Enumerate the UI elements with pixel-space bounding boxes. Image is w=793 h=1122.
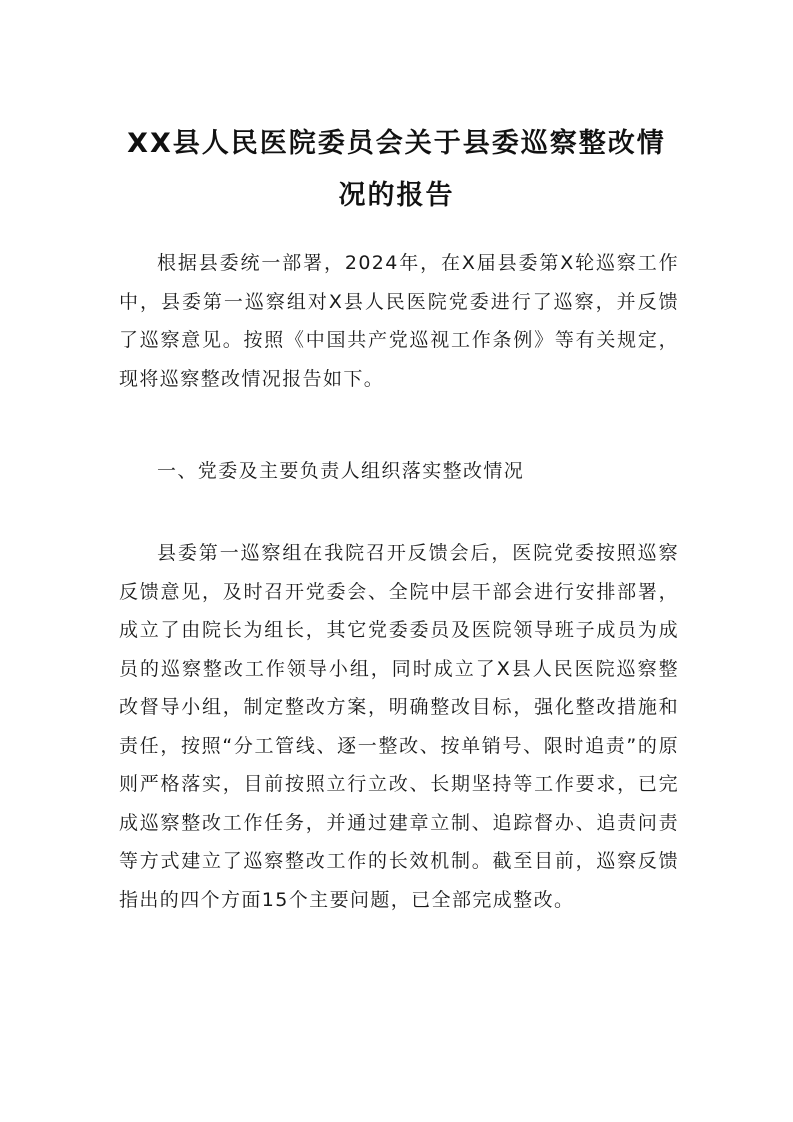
- document-title: [120, 118, 673, 222]
- section-1-paragraph: 县委第一巡察组在我院召开反馈会后，医院党委按照巡察反馈意见，及时召开党委会、全院中层干部会进行安排部署，成立了由院长为组长，其它党委委员及医院领导班子成员为成员的巡察整改工作领导小组，同时成立了X县人民医院巡察整改督导小组，制定整改方案，明确整改目标，强化整改措施和责任，按照“分工管线、逐一整改、按单销号、限时追责”的原则严格落实，目前按照立行立改、长期坚持等工作要求，已完成巡察整改工作任务，并通过建章立制、追踪督办、追责问责等方式建立了巡察整改工作的长效机制。截至目前，巡察反馈指出的四个方面15个主要问题，已全部完成整改。: [119, 542, 679, 911]
- document-title-line-2: 况的报告: [338, 180, 455, 211]
- section-heading-1: 一、党委及主要负责人组织落实整改情况: [157, 460, 525, 482]
- intro-paragraph: 根据县委统一部署，2024年，在X届县委第X轮巡察工作中，县委第一巡察组对X县人民医院党委进行了巡察，并反馈了巡察意见。按照《中国共产党巡视工作条例》等有关规定，现将巡察整改情况报告如下。: [119, 252, 679, 390]
- document-title-line-1: XX县人民医院委员会关于县委巡察整改情: [127, 128, 666, 159]
